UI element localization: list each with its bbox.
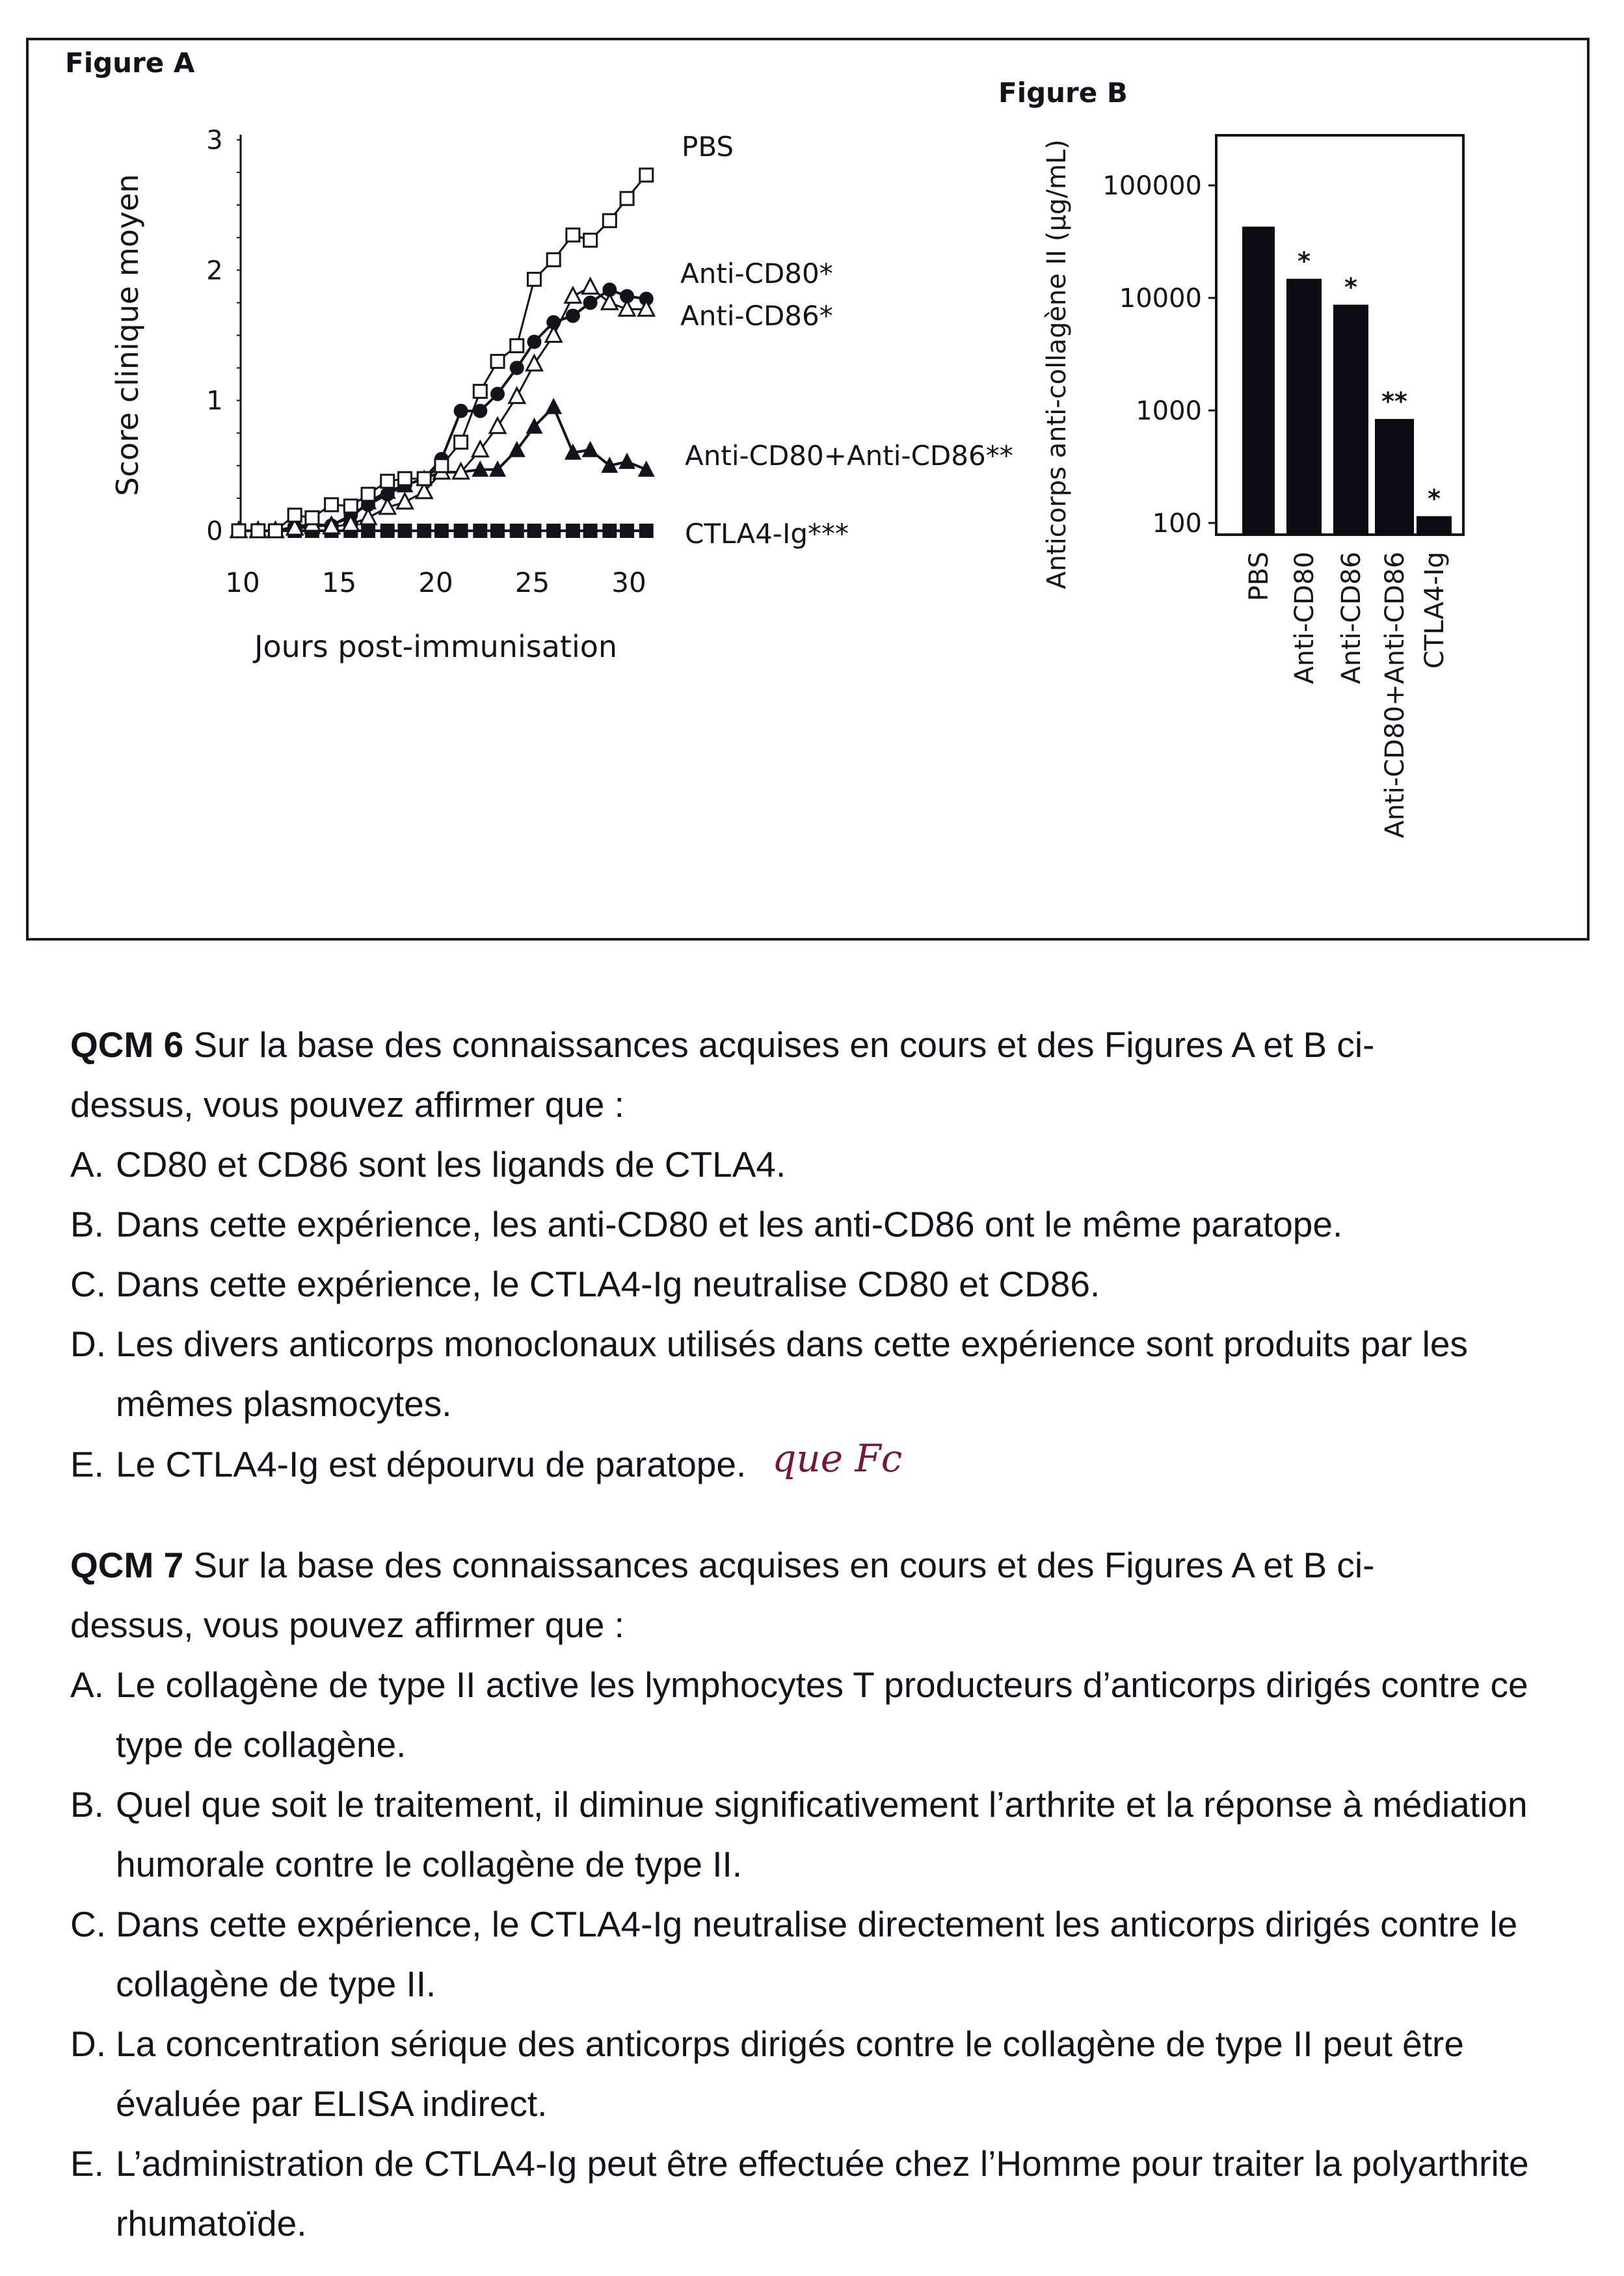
y-tick-label: 2 bbox=[206, 256, 223, 286]
open-square-point bbox=[269, 524, 282, 537]
figure-b-title: Figure B bbox=[998, 77, 1128, 109]
filled-square-point bbox=[380, 524, 395, 538]
filled-square-point bbox=[510, 524, 524, 538]
open-square-point bbox=[547, 253, 560, 266]
qcm7-option-d[interactable]: D. La concentration sérique des anticorps dirigés contre le collagène de type II peut être évaluée par ELISA indirect. bbox=[70, 2024, 1464, 2124]
filled-square-point bbox=[361, 524, 375, 538]
category-label: Anti-CD80+Anti-CD86 bbox=[1380, 552, 1410, 838]
x-axis-label: Jours post-immunisation bbox=[254, 629, 618, 664]
open-square-point bbox=[511, 340, 524, 353]
open-square-point bbox=[232, 524, 245, 537]
qcm7-stem bbox=[70, 1535, 1566, 1595]
open-triangle-point bbox=[509, 388, 525, 403]
filled-square-point bbox=[397, 524, 412, 538]
qcm6-option-b[interactable]: B. Dans cette expérience, les anti-CD80 et les anti-CD86 ont le même paratope. bbox=[70, 1204, 1343, 1244]
y-tick-label: 100 bbox=[1152, 509, 1202, 539]
significance-mark: * bbox=[1344, 273, 1357, 302]
qcm7-stem-line1: Sur la base des connaissances acquises en cours et des Figures A et B ci- bbox=[183, 1545, 1375, 1585]
filled-square-point bbox=[527, 524, 541, 538]
figure-a-axes bbox=[110, 126, 646, 664]
qcm6-option-d[interactable]: D. Les divers anticorps monoclonaux utilisés dans cette expérience sont produits par les mêmes plasmocytes. bbox=[70, 1324, 1468, 1424]
filled-square-point bbox=[417, 524, 431, 538]
x-tick-label: 15 bbox=[321, 567, 357, 598]
figure-a-line-chart bbox=[0, 0, 1041, 716]
significance-mark: * bbox=[1428, 484, 1441, 513]
open-triangle-point bbox=[565, 288, 581, 302]
qcm6-option-e[interactable]: E. Le CTLA4-Ig est dépourvu de paratope. que Fc bbox=[70, 1436, 903, 1484]
filled-circle-point bbox=[510, 361, 524, 375]
filled-triangle-point bbox=[638, 461, 655, 477]
open-triangle-point bbox=[490, 418, 505, 433]
filled-square-point bbox=[583, 524, 598, 538]
category-label: PBS bbox=[1244, 552, 1274, 602]
qcm6-stem bbox=[70, 1015, 1566, 1075]
filled-triangle-point bbox=[545, 398, 562, 414]
x-tick-label: 20 bbox=[418, 567, 453, 598]
open-square-point bbox=[381, 475, 394, 488]
y-axis-label: Anticorps anti-collagène II (µg/mL) bbox=[1042, 139, 1072, 589]
x-tick-label: 25 bbox=[514, 567, 550, 598]
open-square-point bbox=[435, 459, 448, 472]
filled-square-point bbox=[546, 524, 561, 538]
open-square-point bbox=[362, 488, 375, 501]
open-square-point bbox=[620, 192, 633, 205]
open-square-point bbox=[527, 273, 540, 286]
qcm7-option-c[interactable]: C. Dans cette expérience, le CTLA4-Ig neutralise directement les anticorps dirigés contre le collagène de type II. bbox=[70, 1904, 1518, 2004]
filled-square-point bbox=[434, 524, 449, 538]
y-tick-label: 0 bbox=[206, 516, 223, 546]
y-tick-label: 10000 bbox=[1119, 284, 1202, 314]
open-square-point bbox=[398, 472, 411, 485]
bar-anti-cd80 bbox=[1286, 279, 1322, 535]
category-label: Anti-CD80 bbox=[1290, 552, 1320, 684]
qcm7-block bbox=[70, 1535, 1566, 2253]
open-square-point bbox=[252, 524, 265, 537]
series-line-filled-circle bbox=[239, 289, 646, 531]
figure-a-title: Figure A bbox=[65, 47, 195, 79]
significance-mark: ** bbox=[1381, 387, 1407, 416]
filled-square-point bbox=[454, 524, 468, 538]
y-tick-label: 1 bbox=[206, 386, 223, 416]
filled-triangle-point bbox=[582, 441, 599, 457]
y-tick-label: 100000 bbox=[1102, 171, 1202, 201]
open-square-point bbox=[344, 500, 357, 513]
legend-label: Anti-CD86* bbox=[680, 300, 833, 332]
open-square-point bbox=[455, 436, 468, 449]
qcm6-block bbox=[70, 1015, 1566, 1494]
figure-b-bar-chart bbox=[1015, 0, 1600, 911]
series-line-open-triangle bbox=[239, 287, 646, 531]
y-tick-label: 1000 bbox=[1136, 396, 1202, 426]
qcm7-number: QCM 7 bbox=[70, 1545, 184, 1585]
filled-square-point bbox=[566, 524, 580, 538]
open-square-point bbox=[418, 472, 431, 485]
qcm6-option-a[interactable]: A. CD80 et CD86 sont les ligands de CTLA4. bbox=[70, 1144, 786, 1185]
handwritten-note: que Fc bbox=[772, 1436, 903, 1480]
filled-circle-point bbox=[454, 404, 468, 418]
bar-pbs bbox=[1242, 226, 1275, 535]
legend-label: Anti-CD80* bbox=[680, 258, 833, 289]
qcm7-option-e[interactable]: E. L’administration de CTLA4-Ig peut être effectuée chez l’Homme pour traiter la polyarthrite rhumatoïde. bbox=[70, 2143, 1529, 2243]
qcm6-stem-line2: dessus, vous pouvez affirmer que : bbox=[70, 1084, 624, 1125]
qcm7-stem-line2: dessus, vous pouvez affirmer que : bbox=[70, 1605, 624, 1645]
open-square-point bbox=[584, 234, 597, 247]
filled-circle-point bbox=[490, 387, 505, 401]
figure-a-series bbox=[230, 168, 655, 538]
filled-square-point bbox=[602, 524, 617, 538]
legend-label: PBS bbox=[682, 131, 734, 163]
category-label: Anti-CD86 bbox=[1337, 552, 1366, 684]
qcm7-option-b[interactable]: B. Quel que soit le traitement, il diminue significativement l’arthrite et la réponse à médiation humorale contre le collagène de type II. bbox=[70, 1784, 1528, 1884]
legend-label: Anti-CD80+Anti-CD86** bbox=[685, 440, 1013, 472]
legend-label: CTLA4-Ig*** bbox=[685, 518, 849, 550]
category-label: CTLA4-Ig bbox=[1420, 552, 1450, 669]
open-square-point bbox=[491, 355, 504, 368]
bar-anti-cd86 bbox=[1333, 304, 1368, 535]
x-tick-label: 10 bbox=[225, 567, 260, 598]
x-tick-label: 30 bbox=[611, 567, 646, 598]
y-axis-label: Score clinique moyen bbox=[110, 174, 145, 496]
figure-a-labels bbox=[680, 131, 1013, 550]
open-square-point bbox=[566, 228, 579, 241]
filled-circle-point bbox=[583, 295, 598, 310]
filled-square-point bbox=[490, 524, 505, 538]
open-square-point bbox=[473, 385, 486, 398]
open-square-point bbox=[325, 498, 338, 511]
y-tick-label: 3 bbox=[206, 126, 223, 155]
bar-anti-cd80-anti-cd86 bbox=[1375, 419, 1414, 535]
qcm6-number: QCM 6 bbox=[70, 1024, 184, 1065]
open-square-point bbox=[288, 509, 301, 522]
open-triangle-point bbox=[397, 494, 412, 509]
filled-circle-point bbox=[566, 308, 580, 323]
filled-triangle-point bbox=[619, 453, 635, 469]
filled-circle-point bbox=[527, 335, 541, 349]
open-triangle-point bbox=[583, 278, 598, 293]
qcm7-option-a[interactable]: A. Le collagène de type II active les lymphocytes T producteurs d’anticorps dirigés contre ce type de collagène. bbox=[70, 1665, 1528, 1765]
open-square-point bbox=[603, 214, 616, 227]
qcm6-stem-line1: Sur la base des connaissances acquises en cours et des Figures A et B ci- bbox=[183, 1024, 1375, 1065]
significance-mark: * bbox=[1298, 247, 1311, 276]
filled-square-point bbox=[620, 524, 634, 538]
filled-square-point bbox=[639, 524, 654, 538]
open-triangle-point bbox=[602, 294, 617, 309]
open-square-point bbox=[306, 511, 319, 524]
bar-ctla4-ig bbox=[1417, 516, 1452, 535]
open-triangle-point bbox=[360, 509, 376, 524]
filled-square-point bbox=[473, 524, 487, 538]
open-square-point bbox=[640, 168, 653, 181]
open-triangle-point bbox=[526, 356, 542, 371]
qcm6-option-c[interactable]: C. Dans cette expérience, le CTLA4-Ig neutralise CD80 et CD86. bbox=[70, 1264, 1100, 1304]
